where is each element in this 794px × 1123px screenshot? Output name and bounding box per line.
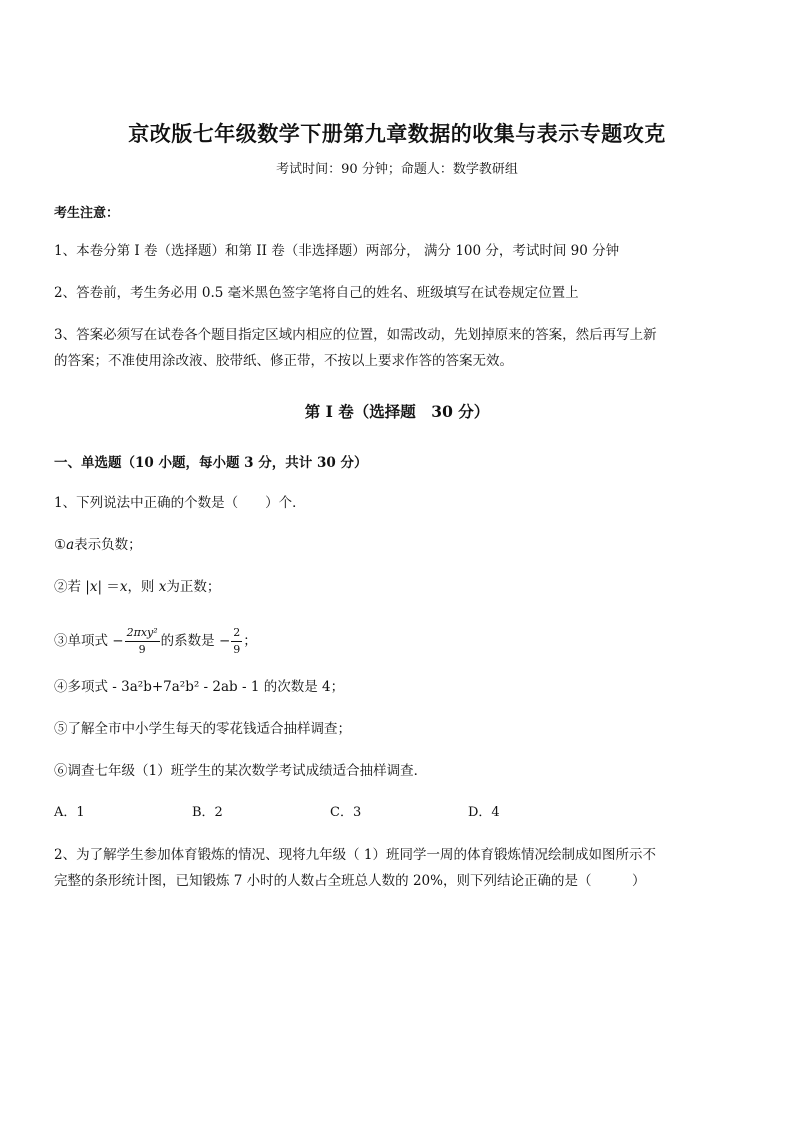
statement-2-suffix: 为正数； [166, 579, 221, 595]
statement-2-x2: x [119, 579, 128, 595]
option-d[interactable]: D．4 [468, 805, 500, 820]
coefficient-denominator: 9 [233, 643, 241, 656]
monomial-denominator: 9 [138, 643, 146, 656]
monomial-numerator: 2πxy² [125, 626, 160, 642]
statement-3-prefix: ③单项式 − [54, 633, 124, 649]
question-1-stem: 1、下列说法中正确的个数是（ ）个． [54, 495, 306, 511]
page-title: 京改版七年级数学下册第九章数据的收集与表示专题攻克 [128, 121, 666, 146]
option-b[interactable]: B．2 [192, 805, 223, 820]
statement-1-suffix: 表示负数； [74, 537, 142, 553]
part-one-title: 第 I 卷（选择题 30 分） [304, 402, 490, 421]
coefficient-fraction [231, 626, 242, 657]
statement-1-prefix: ① [54, 537, 67, 553]
statement-2-x1: x [89, 579, 98, 595]
statement-2-x3: x [158, 579, 167, 595]
exam-info: 考试时间：90 分钟；命题人：数学教研组 [276, 162, 518, 177]
coefficient-numerator: 2 [231, 626, 242, 642]
notice-heading: 考生注意： [54, 206, 120, 221]
notice-item-3-cont: 的答案；不准使用涂改液、胶带纸、修正带，不按以上要求作答的答案无效。 [54, 353, 513, 369]
statement-2-mid2: ，则 [127, 579, 155, 595]
question-2-line-2: 完整的条形统计图，已知锻炼 7 小时的人数占全班总人数的 20%，则下列结论正确的是（ ） [54, 873, 646, 889]
option-a[interactable]: A．1 [54, 805, 85, 820]
statement-4: ④多项式 - 3a²b+7a²b² - 2ab - 1 的次数是 4； [54, 679, 345, 695]
statement-3-mid: 的系数是 − [160, 633, 231, 649]
statement-1-var: a [66, 537, 75, 553]
statement-5: ⑤了解全市中小学生每天的零花钱适合抽样调查； [54, 721, 351, 737]
statement-3-suffix: ； [243, 633, 257, 649]
statement-2-mid: | ＝ [97, 579, 120, 595]
notice-item-2: 2、答卷前，考生务必用 0.5 毫米黑色签字笔将自己的姓名、班级填写在试卷规定位置上 [54, 285, 579, 301]
statement-2 [54, 577, 220, 597]
statement-6: ⑥调查七年级（1）班学生的某次数学考试成绩适合抽样调查． [54, 763, 428, 779]
statement-2-prefix: ②若 | [54, 579, 90, 595]
statement-1 [54, 535, 142, 555]
option-c[interactable]: C．3 [330, 805, 362, 820]
monomial-fraction [125, 626, 160, 657]
section-heading: 一、单选题（10 小题，每小题 3 分，共计 30 分） [54, 455, 368, 471]
notice-item-3: 3、答案必须写在试卷各个题目指定区域内相应的位置，如需改动，先划掉原来的答案，然后再写上新 [54, 327, 657, 343]
question-2-line-1: 2、为了解学生参加体育锻炼的情况、现将九年级（ 1）班同学一周的体育锻炼情况绘制成如图所示不 [54, 847, 656, 863]
statement-3 [54, 626, 257, 657]
notice-item-1: 1、本卷分第 I 卷（选择题）和第 II 卷（非选择题）两部分， 满分 100 分，考试时间 90 分钟 [54, 243, 620, 259]
